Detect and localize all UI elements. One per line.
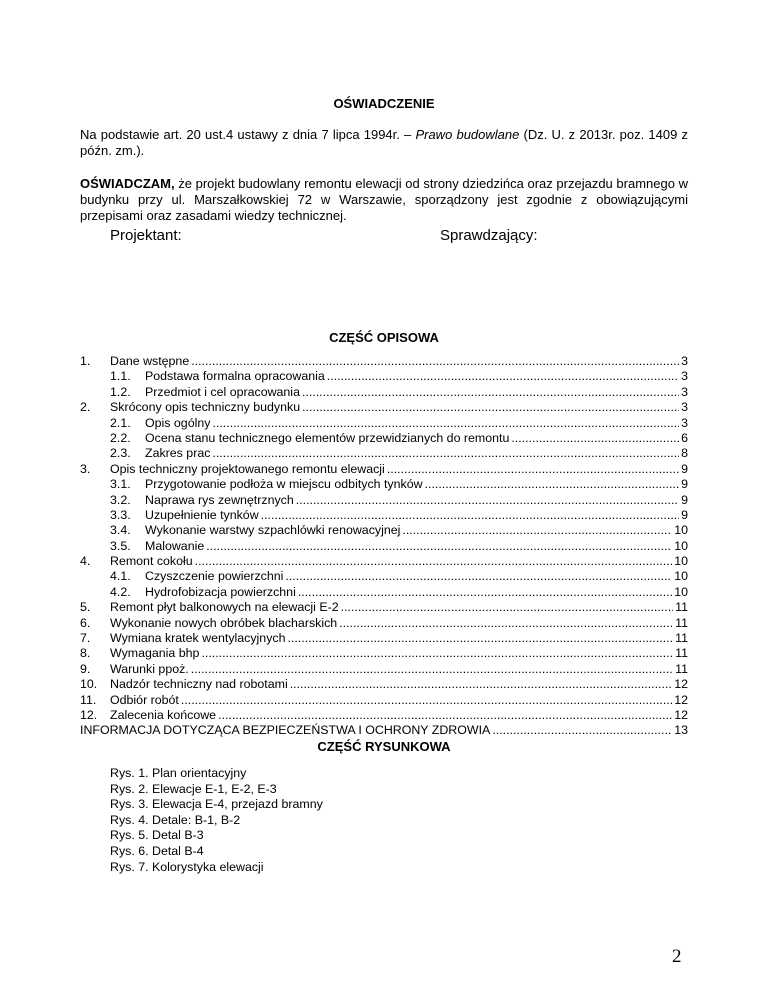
toc-entry-label: Uzupełnienie tynków	[145, 507, 259, 522]
designer-label: Projektant:	[110, 227, 182, 244]
toc-entry-number: 3.	[80, 461, 91, 476]
toc-entry-label: Opis techniczny projektowanego remontu elewacji	[110, 461, 385, 476]
toc-entry-label: Odbiór robót	[110, 692, 179, 707]
toc-leader-dots	[387, 462, 679, 477]
toc-entry-number: 3.1.	[110, 477, 131, 492]
legal-basis-citation: (Dz. U. z 2013r. poz. 1409 z późn. zm.).	[80, 127, 688, 158]
toc-entry	[80, 493, 688, 508]
toc-entry-page: 3	[681, 369, 688, 384]
toc-entry-page: 12	[674, 692, 688, 707]
toc-entry	[80, 354, 688, 369]
toc-entry-page: 10	[674, 538, 688, 553]
toc-leader-dots	[302, 400, 679, 415]
toc-entry-label: Hydrofobizacja powierzchni	[145, 584, 296, 599]
legal-basis-paragraph	[80, 127, 688, 159]
toc-entry-label: Wymiana kratek wentylacyjnych	[110, 631, 286, 646]
toc-entry	[80, 677, 688, 692]
toc-entry-page: 6	[681, 430, 688, 445]
toc-entry	[80, 508, 688, 523]
toc-entry-label: Dane wstępne	[110, 354, 190, 368]
toc-entry-page: 10	[674, 584, 688, 599]
toc-entry-label: Warunki ppoż.	[110, 661, 189, 676]
toc-entry	[80, 369, 688, 384]
toc-entry	[80, 662, 688, 677]
toc-entry-number: 3.5.	[110, 538, 131, 553]
toc-entry	[80, 462, 688, 477]
toc-leader-dots	[195, 554, 673, 569]
toc-entry-number: 3.4.	[110, 523, 131, 538]
toc-leader-dots	[181, 693, 672, 708]
toc-entry-number: 1.	[80, 354, 91, 368]
toc-entry-page: 10	[674, 569, 688, 584]
toc-entry-label: Malowanie	[145, 538, 205, 553]
toc-entry-number: 4.1.	[110, 569, 131, 584]
toc-entry	[80, 616, 688, 631]
toc-entry-page: 3	[681, 400, 688, 415]
toc-entry-label: Opis ogólny	[145, 415, 211, 430]
toc-entry-label: Remont płyt balkonowych na elewacji E-2	[110, 600, 339, 615]
toc-entry-label: Ocena stanu technicznego elementów przewidzianych do remontu	[145, 430, 510, 445]
toc-leader-dots	[191, 354, 679, 369]
toc-entry-number: 1.2.	[110, 384, 131, 399]
toc-entry-number: 2.1.	[110, 415, 131, 430]
toc-leader-dots	[218, 708, 672, 723]
toc-entry-number: 2.	[80, 400, 91, 415]
checker-label: Sprawdzający:	[440, 227, 538, 244]
toc-entry-page: 8	[681, 446, 688, 461]
toc-leader-dots	[296, 493, 679, 508]
toc-entry-number: 7.	[80, 631, 91, 646]
toc-entry-label: Zalecenia końcowe	[110, 707, 217, 722]
toc-leader-dots	[285, 569, 672, 584]
drawing-list-item: Rys. 5. Detal B-3	[110, 828, 204, 843]
toc-entry-page: 9	[681, 461, 688, 476]
toc-entry-number: 4.2.	[110, 584, 131, 599]
toc-entry	[80, 693, 688, 708]
toc-entry-label: Przygotowanie podłoża w miejscu odbitych tynków	[145, 477, 423, 492]
toc-entry	[80, 723, 688, 738]
drawing-list-item: Rys. 6. Detal B-4	[110, 843, 204, 858]
toc-entry-page: 10	[674, 523, 688, 538]
legal-basis-text: Na podstawie art. 20 ust.4 ustawy z dnia 7 lipca 1994r. –	[80, 127, 416, 142]
table-of-contents	[80, 354, 688, 739]
toc-leader-dots	[287, 631, 673, 646]
toc-entry-label: INFORMACJA DOTYCZĄCA BEZPIECZEŃSTWA I OCHRONY ZDROWIA	[80, 723, 491, 738]
toc-entry-number: 10.	[80, 677, 98, 692]
toc-entry-page: 11	[675, 631, 688, 646]
declaration-paragraph	[80, 176, 688, 224]
toc-leader-dots	[302, 385, 679, 400]
drawing-list-item: Rys. 4. Detale: B-1, B-2	[110, 812, 241, 827]
toc-entry-number: 3.3.	[110, 507, 131, 522]
drawing-list-item: Rys. 1. Plan orientacyjny	[110, 766, 247, 780]
toc-leader-dots	[212, 446, 679, 461]
toc-entry-number: 2.2.	[110, 430, 131, 445]
page-number: 2	[672, 946, 682, 967]
drawing-list-item: Rys. 2. Elewacje E-1, E-2, E-3	[110, 781, 277, 796]
toc-entry-page: 11	[675, 646, 688, 661]
toc-entry-page: 9	[681, 492, 688, 507]
toc-entry-page: 11	[675, 661, 688, 676]
toc-entry	[80, 600, 688, 615]
toc-entry-page: 3	[681, 354, 688, 368]
toc-entry	[80, 400, 688, 415]
toc-entry-page: 11	[675, 600, 688, 615]
toc-entry-label: Skrócony opis techniczny budynku	[110, 400, 301, 415]
toc-entry	[80, 446, 688, 461]
toc-entry-number: 11.	[80, 692, 97, 707]
toc-entry	[80, 569, 688, 584]
descriptive-part-title: CZĘŚĆ OPISOWA	[329, 330, 439, 345]
toc-leader-dots	[201, 646, 673, 661]
toc-leader-dots	[206, 539, 672, 554]
toc-entry-label: Wymagania bhp	[110, 646, 200, 661]
toc-entry-number: 12.	[80, 707, 98, 722]
toc-entry-page: 9	[681, 477, 688, 492]
toc-leader-dots	[327, 369, 679, 384]
toc-entry	[80, 431, 688, 446]
toc-entry-page: 10	[674, 554, 688, 569]
toc-leader-dots	[298, 585, 672, 600]
toc-leader-dots	[191, 662, 673, 677]
toc-leader-dots	[341, 600, 673, 615]
drawing-list-item: Rys. 7. Kolorystyka elewacji	[110, 859, 264, 874]
toc-leader-dots	[511, 431, 679, 446]
toc-entry-label: Wykonanie warstwy szpachlówki renowacyjnej	[145, 523, 401, 538]
toc-leader-dots	[339, 616, 673, 631]
toc-entry-label: Przedmiot i cel opracowania	[145, 384, 300, 399]
toc-entry	[80, 646, 688, 661]
toc-entry-page: 12	[674, 707, 688, 722]
toc-entry	[80, 385, 688, 400]
toc-entry	[80, 708, 688, 723]
toc-entry-number: 9.	[80, 661, 91, 676]
toc-entry-label: Podstawa formalna opracowania	[145, 369, 325, 384]
toc-leader-dots	[290, 677, 673, 692]
toc-entry	[80, 416, 688, 431]
toc-entry-number: 8.	[80, 646, 91, 661]
toc-entry-page: 11	[675, 615, 688, 630]
toc-entry-label: Czyszczenie powierzchni	[145, 569, 284, 584]
toc-entry-page: 13	[674, 723, 688, 738]
toc-entry-label: Zakres prac	[145, 446, 211, 461]
toc-entry	[80, 554, 688, 569]
toc-entry-number: 4.	[80, 554, 91, 569]
toc-entry-page: 3	[681, 415, 688, 430]
toc-entry-number: 3.2.	[110, 492, 131, 507]
toc-entry-page: 9	[681, 507, 688, 522]
toc-entry-label: Remont cokołu	[110, 554, 193, 569]
toc-entry	[80, 539, 688, 554]
toc-entry	[80, 523, 688, 538]
toc-entry-number: 2.3.	[110, 446, 131, 461]
toc-leader-dots	[402, 523, 672, 538]
declaration-keyword: OŚWIADCZAM,	[80, 176, 175, 191]
toc-entry-number: 5.	[80, 600, 91, 615]
toc-entry-number: 6.	[80, 615, 91, 630]
legal-act-title: Prawo budowlane	[415, 127, 520, 142]
toc-entry	[80, 585, 688, 600]
toc-entry-label: Wykonanie nowych obróbek blacharskich	[110, 615, 338, 630]
toc-entry-number: 1.1.	[110, 369, 131, 384]
drawings-part-title: CZĘŚĆ RYSUNKOWA	[317, 739, 451, 754]
toc-entry-label: Nadzór techniczny nad robotami	[110, 677, 288, 692]
drawing-list-item: Rys. 3. Elewacja E-4, przejazd bramny	[110, 797, 323, 812]
toc-entry	[80, 631, 688, 646]
toc-leader-dots	[492, 723, 672, 738]
toc-leader-dots	[425, 477, 680, 492]
toc-leader-dots	[261, 508, 679, 523]
declaration-text: że projekt budowlany remontu elewacji od strony dziedzińca oraz przejazdu bramnego w budynku przy ul. Marszałkowskiej 72 w Warszawie, sporządzony jest zgodnie z obowiązującymi przepisami oraz zasadami wiedzy technicznej.	[80, 176, 688, 223]
statement-title: OŚWIADCZENIE	[333, 96, 435, 111]
toc-entry-label: Naprawa rys zewnętrznych	[145, 492, 294, 507]
drawings-list	[110, 766, 323, 875]
toc-leader-dots	[212, 416, 679, 431]
toc-entry-page: 12	[674, 677, 688, 692]
toc-entry	[80, 477, 688, 492]
toc-entry-page: 3	[681, 384, 688, 399]
